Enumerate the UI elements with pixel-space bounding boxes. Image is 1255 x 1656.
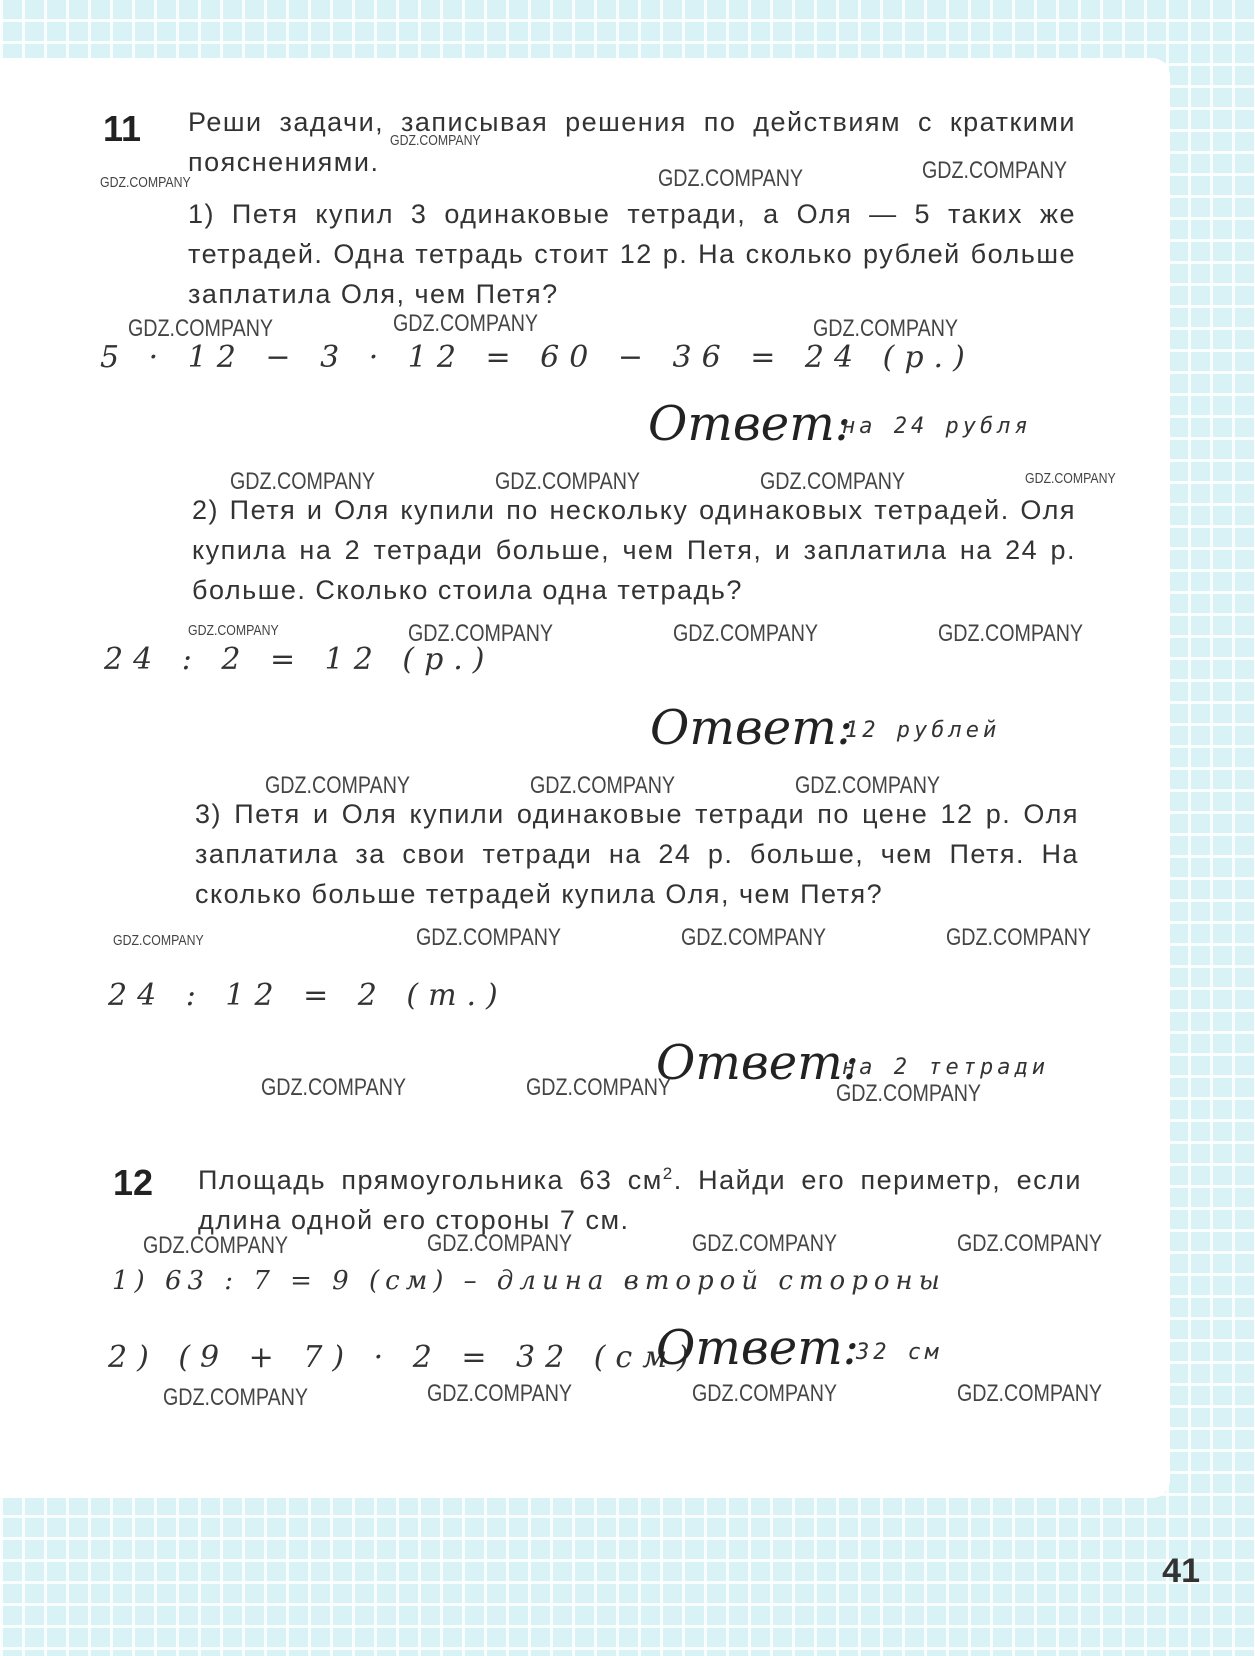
watermark: GDZ.COMPANY bbox=[128, 315, 274, 342]
watermark: GDZ.COMPANY bbox=[393, 310, 539, 337]
watermark: GDZ.COMPANY bbox=[1025, 470, 1116, 487]
problem-3-answer-label: Ответ: bbox=[656, 1035, 859, 1091]
watermark: GDZ.COMPANY bbox=[100, 174, 191, 191]
problem-3-solution: 24 : 12 = 2 (т.) bbox=[108, 978, 508, 1013]
problem-1-answer-label: Ответ: bbox=[648, 396, 851, 452]
watermark: GDZ.COMPANY bbox=[427, 1230, 573, 1257]
task-12-step-1: 1) 63 : 7 = 9 (см) – длина второй стороны bbox=[112, 1266, 946, 1296]
watermark: GDZ.COMPANY bbox=[427, 1380, 573, 1407]
watermark: GDZ.COMPANY bbox=[390, 132, 481, 149]
watermark: GDZ.COMPANY bbox=[946, 924, 1092, 951]
task-12-text bbox=[198, 1160, 1082, 1240]
problem-3-answer: на 2 тетради bbox=[842, 1055, 1049, 1080]
watermark: GDZ.COMPANY bbox=[416, 924, 562, 951]
watermark: GDZ.COMPANY bbox=[692, 1230, 838, 1257]
watermark: GDZ.COMPANY bbox=[938, 620, 1084, 647]
watermark: GDZ.COMPANY bbox=[760, 468, 906, 495]
task-12-text-part2: . Найди его периметр, если длина одной его стороны 7 см. bbox=[198, 1165, 1082, 1235]
watermark: GDZ.COMPANY bbox=[673, 620, 819, 647]
watermark: GDZ.COMPANY bbox=[526, 1074, 672, 1101]
problem-1-text: 1) Петя купил 3 одинаковые тетради, а Оля — 5 таких же тетрадей. Одна тетрадь стоит 12 р. На сколько рублей больше заплатила Оля, чем Петя? bbox=[188, 199, 1076, 309]
problem-2-text: 2) Петя и Оля купили по нескольку одинаковых тетрадей. Оля купила на 2 тетради больше, чем Петя, и заплатила на 24 р. больше. Сколько стоила одна тетрадь? bbox=[192, 495, 1076, 605]
watermark: GDZ.COMPANY bbox=[530, 772, 676, 799]
watermark: GDZ.COMPANY bbox=[143, 1232, 289, 1259]
watermark: GDZ.COMPANY bbox=[681, 924, 827, 951]
watermark: GDZ.COMPANY bbox=[261, 1074, 407, 1101]
watermark: GDZ.COMPANY bbox=[163, 1384, 309, 1411]
task-12-text-part1: Площадь прямоугольника 63 см bbox=[198, 1165, 663, 1195]
problem-2-answer: 12 рублей bbox=[845, 718, 1001, 743]
problem-2-solution: 24 : 2 = 12 (р.) bbox=[104, 642, 495, 677]
watermark: GDZ.COMPANY bbox=[836, 1080, 982, 1107]
watermark: GDZ.COMPANY bbox=[408, 620, 554, 647]
watermark: GDZ.COMPANY bbox=[922, 157, 1068, 184]
watermark: GDZ.COMPANY bbox=[188, 622, 279, 639]
task-12-answer-label: Ответ: bbox=[656, 1320, 859, 1376]
watermark: GDZ.COMPANY bbox=[658, 165, 804, 192]
task-12-superscript: 2 bbox=[662, 1164, 674, 1183]
watermark: GDZ.COMPANY bbox=[795, 772, 941, 799]
watermark: GDZ.COMPANY bbox=[265, 772, 411, 799]
watermark: GDZ.COMPANY bbox=[113, 932, 204, 949]
page-number: 41 bbox=[1162, 1552, 1200, 1590]
problem-2-answer-label: Ответ: bbox=[650, 700, 853, 756]
problem-1-answer: на 24 рубля bbox=[842, 414, 1032, 439]
problem-3-text: 3) Петя и Оля купили одинаковые тетради по цене 12 р. Оля заплатила за свои тетради на 24 р. больше, чем Петя. На сколько больше тетрадей купила Оля, чем Петя? bbox=[195, 799, 1079, 909]
watermark: GDZ.COMPANY bbox=[957, 1380, 1103, 1407]
problem-1-solution: 5 · 12 − 3 · 12 = 60 − 36 = 24 (р.) bbox=[100, 340, 975, 375]
task-number-11: 11 bbox=[103, 108, 142, 149]
watermark: GDZ.COMPANY bbox=[957, 1230, 1103, 1257]
task-number-12: 12 bbox=[113, 1162, 154, 1203]
task-11-intro-text: Реши задачи, записывая решения по действиям с краткими пояснениями. bbox=[188, 107, 1076, 177]
watermark: GDZ.COMPANY bbox=[230, 468, 376, 495]
task-12-answer: 32 см bbox=[856, 1340, 943, 1365]
watermark: GDZ.COMPANY bbox=[495, 468, 641, 495]
task-12-step-2: 2) (9 + 7) · 2 = 32 (см) bbox=[108, 1340, 699, 1375]
watermark: GDZ.COMPANY bbox=[813, 315, 959, 342]
watermark: GDZ.COMPANY bbox=[692, 1380, 838, 1407]
